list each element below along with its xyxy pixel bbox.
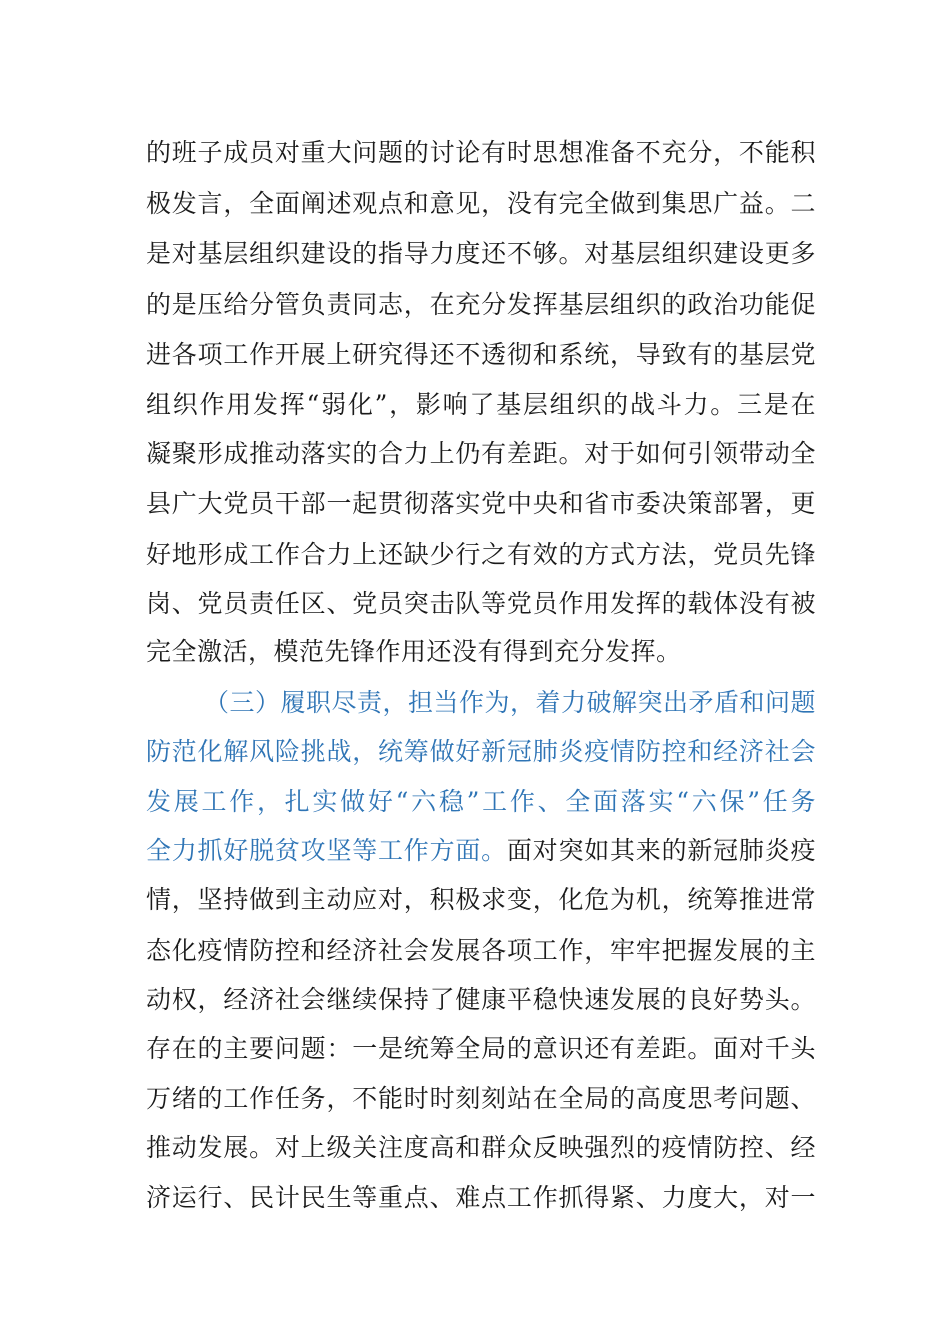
section-heading-line-2: 防范化解风险挑战，统筹做好新冠肺炎疫情防控和经济社会 [146,737,816,766]
section-body-start: 面对突如其来的新冠肺炎疫 [506,836,816,865]
paragraph-1-line-1: 的班子成员对重大问题的讨论有时思想准备不充分，不能积 [146,138,816,167]
paragraph-1-line-7: 凝聚形成推动落实的合力上仍有差距。对于如何引领带动全 [146,439,816,468]
section-heading-end: 全力抓好脱贫攻坚等工作方面。 [146,836,507,865]
paragraph-1-line-5: 进各项工作开展上研究得还不透彻和系统，导致有的基层党 [146,340,816,369]
paragraph-2-line-3: 动权，经济社会继续保持了健康平稳快速发展的良好势头。 [146,985,816,1014]
paragraph-1-line-4: 的是压给分管负责同志，在充分发挥基层组织的政治功能促 [146,290,816,319]
section-heading-line-4 [146,831,816,871]
section-heading-line-3: 发展工作，扎实做好“六稳”工作、全面落实“六保”任务 [146,787,816,816]
paragraph-2-line-2: 态化疫情防控和经济社会发展各项工作，牢牢把握发展的主 [146,936,816,965]
paragraph-1-line-8: 县广大党员干部一起贯彻落实党中央和省市委决策部署，更 [146,489,816,518]
paragraph-1-line-9: 好地形成工作合力上还缺少行之有效的方式方法，党员先锋 [146,540,816,569]
section-heading-line-1: （三）履职尽责，担当作为，着力破解突出矛盾和问题 [204,688,817,717]
paragraph-1-line-6: 组织作用发挥“弱化”，影响了基层组织的战斗力。三是在 [146,390,816,419]
paragraph-1-line-11: 完全激活，模范先锋作用还没有得到充分发挥。 [146,637,682,666]
paragraph-2-line-1: 情，坚持做到主动应对，积极求变，化危为机，统筹推进常 [146,885,816,914]
paragraph-1-line-10: 岗、党员责任区、党员突击队等党员作用发挥的载体没有被 [146,589,816,618]
paragraph-1-line-3: 是对基层组织建设的指导力度还不够。对基层组织建设更多 [146,239,816,268]
paragraph-2-line-5: 万绪的工作任务，不能时时刻刻站在全局的高度思考问题、 [146,1084,816,1113]
paragraph-2-line-4: 存在的主要问题：一是统筹全局的意识还有差距。面对千头 [146,1034,816,1063]
paragraph-2-line-6: 推动发展。对上级关注度高和群众反映强烈的疫情防控、经 [146,1133,816,1162]
paragraph-1-line-2: 极发言，全面阐述观点和意见，没有完全做到集思广益。二 [146,189,816,218]
paragraph-2-line-7: 济运行、民计民生等重点、难点工作抓得紧、力度大，对一 [146,1183,816,1212]
